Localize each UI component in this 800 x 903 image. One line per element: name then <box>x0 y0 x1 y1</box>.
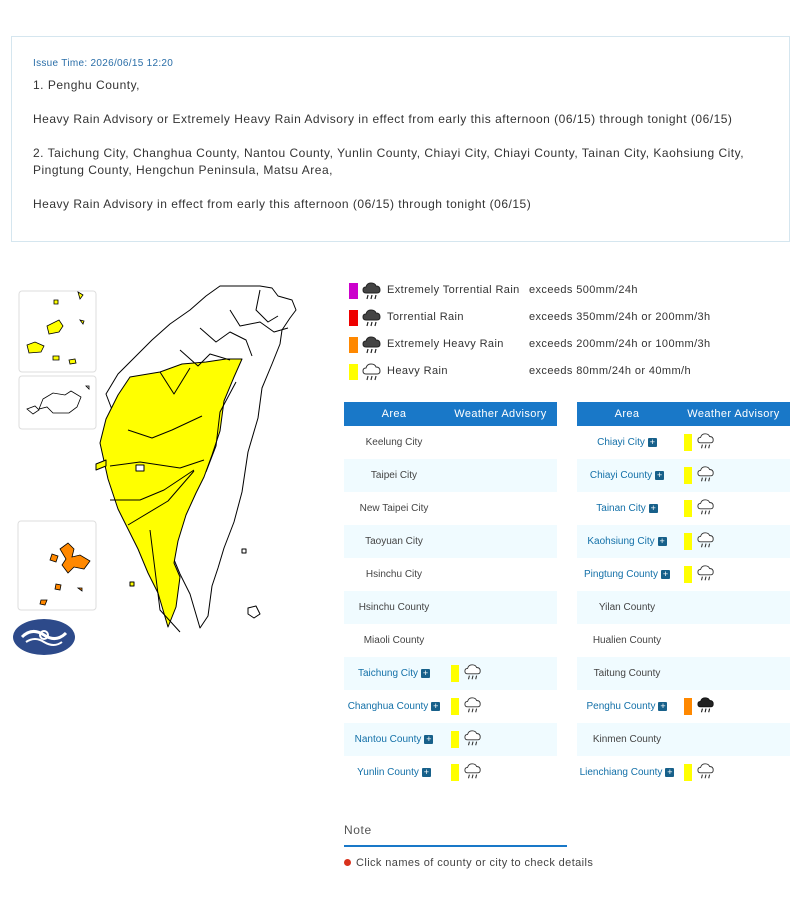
area-link[interactable]: Kaohsiung City <box>587 536 655 547</box>
area-cell[interactable] <box>577 558 677 591</box>
advisory-cell <box>677 756 790 789</box>
area-cell[interactable] <box>577 426 677 459</box>
taiwan-island <box>96 286 296 632</box>
advisory-cell <box>444 459 557 492</box>
legend-swatch <box>349 364 358 380</box>
legend-row <box>346 280 786 300</box>
table-row <box>344 723 557 756</box>
legend-name: Extremely Heavy Rain <box>387 338 504 350</box>
area-cell <box>344 591 444 624</box>
area-link[interactable]: Nantou County <box>354 734 422 745</box>
advisory-cell <box>677 459 790 492</box>
notice-line-3: 2. Taichung City, Changhua County, Nantou County, Yunlin County, Chiayi City, Chiayi County, Tainan City, Kaohsiung City, Pingtung County, Hengchun Peninsula, Matsu Area, <box>33 146 745 177</box>
advisory-cell <box>444 591 557 624</box>
cloud-rain-icon <box>697 498 715 519</box>
table-row <box>344 459 557 492</box>
area-cell[interactable] <box>577 756 677 789</box>
table-row <box>577 591 790 624</box>
advisory-cell <box>444 723 557 756</box>
area-link[interactable]: Penghu County <box>586 701 656 712</box>
advisory-swatch <box>451 764 459 781</box>
area-link[interactable]: Chiayi County <box>589 470 653 481</box>
advisory-swatch <box>684 467 692 484</box>
area-link[interactable]: Chiayi City <box>597 437 645 448</box>
legend-swatch <box>349 310 358 326</box>
advisory-cell <box>444 558 557 591</box>
area-cell <box>344 558 444 591</box>
note-title: Note <box>344 823 567 847</box>
area-label: Kinmen County <box>592 734 662 745</box>
plus-icon[interactable]: + <box>667 767 673 777</box>
cloud-rain-icon <box>464 663 482 684</box>
plus-icon[interactable]: + <box>650 503 656 513</box>
area-label: Miaoli County <box>363 635 425 646</box>
advisory-header: Weather Advisory <box>677 402 790 426</box>
area-cell[interactable] <box>577 492 677 525</box>
table-row <box>344 558 557 591</box>
advisory-cell <box>444 624 557 657</box>
area-cell <box>344 459 444 492</box>
map-svg <box>0 270 340 670</box>
area-label: Taitung County <box>593 668 661 679</box>
advisory-cell <box>444 426 557 459</box>
bullet-icon <box>344 859 351 866</box>
advisory-cell <box>444 525 557 558</box>
advisory-swatch <box>684 764 692 781</box>
table-row <box>344 624 557 657</box>
advisory-cell <box>677 690 790 723</box>
cloud-rain-icon <box>697 465 715 486</box>
legend-row <box>346 334 786 354</box>
cloud-rain-icon <box>697 432 715 453</box>
table-row <box>577 690 790 723</box>
advisory-cell <box>444 690 557 723</box>
area-cell[interactable] <box>577 525 677 558</box>
legend-desc: exceeds 80mm/24h or 40mm/h <box>529 365 692 377</box>
legend-row <box>346 307 786 327</box>
table-row <box>577 459 790 492</box>
plus-icon[interactable]: + <box>433 701 439 711</box>
table-row <box>344 657 557 690</box>
cloud-rain-icon <box>697 762 715 783</box>
area-cell[interactable] <box>344 690 444 723</box>
notice-line-1: 1. Penghu County, <box>33 78 141 92</box>
legend-desc: exceeds 350mm/24h or 200mm/3h <box>529 311 711 323</box>
area-label: Hualien County <box>592 635 662 646</box>
advisory-cell <box>677 723 790 756</box>
area-header: Area <box>344 402 444 426</box>
table-row <box>344 756 557 789</box>
legend-swatch <box>349 283 358 299</box>
table-row <box>577 492 790 525</box>
advisory-cell <box>677 624 790 657</box>
area-cell[interactable] <box>344 723 444 756</box>
note-section <box>344 823 594 869</box>
advisory-notice <box>11 36 790 242</box>
table-row <box>577 657 790 690</box>
advisory-cell <box>677 558 790 591</box>
advisory-table-right <box>577 402 790 789</box>
legend-desc: exceeds 200mm/24h or 100mm/3h <box>529 338 711 350</box>
dark-cloud-rain-icon <box>362 335 382 358</box>
area-label: Yilan County <box>598 602 656 613</box>
area-link[interactable]: Taichung City <box>357 668 419 679</box>
advisory-cell <box>444 756 557 789</box>
cloud-rain-icon <box>464 729 482 750</box>
advisory-cell <box>677 657 790 690</box>
area-cell <box>344 492 444 525</box>
advisory-cell <box>677 426 790 459</box>
area-cell <box>577 723 677 756</box>
legend-name: Heavy Rain <box>387 365 448 377</box>
area-label: Hsinchu County <box>358 602 430 613</box>
plus-icon[interactable]: + <box>423 767 429 777</box>
cloud-rain-icon <box>464 762 482 783</box>
table-row <box>577 624 790 657</box>
table-row <box>344 690 557 723</box>
plus-icon[interactable]: + <box>659 536 665 546</box>
area-label: Keelung City <box>365 437 423 448</box>
plus-icon[interactable]: + <box>649 437 656 447</box>
area-header: Area <box>577 402 677 426</box>
taiwan-map[interactable] <box>0 270 340 670</box>
dark-cloud-rain-icon <box>697 696 715 717</box>
note-item <box>344 857 604 869</box>
area-label: Taipei City <box>370 470 418 481</box>
table-row <box>344 591 557 624</box>
issue-time: Issue Time: 2026/06/15 12:20 <box>33 58 174 69</box>
area-cell[interactable] <box>577 459 677 492</box>
advisory-cell <box>677 591 790 624</box>
notice-line-4: Heavy Rain Advisory in effect from early this afternoon (06/15) through tonight (06/15) <box>33 197 532 211</box>
area-cell[interactable] <box>344 756 444 789</box>
advisory-cell <box>677 525 790 558</box>
table-row <box>344 525 557 558</box>
area-cell <box>577 624 677 657</box>
advisory-swatch <box>684 566 692 583</box>
legend-row <box>346 361 786 381</box>
cloud-rain-icon <box>464 696 482 717</box>
plus-icon[interactable]: + <box>660 701 666 711</box>
advisory-cell <box>444 492 557 525</box>
advisory-cell <box>677 492 790 525</box>
legend-swatch <box>349 337 358 353</box>
area-cell <box>344 426 444 459</box>
area-link[interactable]: Pingtung County <box>584 569 658 580</box>
area-label: New Taipei City <box>359 503 429 514</box>
legend-desc: exceeds 500mm/24h <box>529 284 638 296</box>
notice-line-2: Heavy Rain Advisory or Extremely Heavy Rain Advisory in effect from early this afternoon (06/15) through tonight (06/15) <box>33 112 733 126</box>
plus-icon[interactable]: + <box>656 470 663 480</box>
area-cell <box>577 591 677 624</box>
advisory-swatch <box>451 731 459 748</box>
area-cell <box>344 624 444 657</box>
legend-name: Torrential Rain <box>387 311 464 323</box>
area-link[interactable]: Tainan City <box>596 503 646 514</box>
advisory-swatch <box>684 500 692 517</box>
cwa-logo[interactable] <box>13 619 75 655</box>
table-row <box>577 558 790 591</box>
area-label: Hsinchu City <box>365 569 423 580</box>
area-cell <box>577 657 677 690</box>
advisory-swatch <box>684 434 692 451</box>
plus-icon[interactable]: + <box>422 668 429 678</box>
advisory-swatch <box>451 665 459 682</box>
table-row <box>344 426 557 459</box>
dark-cloud-rain-icon <box>362 308 382 331</box>
area-cell[interactable] <box>344 657 444 690</box>
cloud-rain-icon <box>362 362 382 385</box>
advisory-swatch <box>684 533 692 550</box>
table-row <box>344 492 557 525</box>
cloud-rain-icon <box>697 564 715 585</box>
area-label: Taoyuan City <box>365 536 423 547</box>
dark-cloud-rain-icon <box>362 281 382 304</box>
table-row <box>577 723 790 756</box>
area-link[interactable]: Lienchiang County <box>579 767 663 778</box>
area-cell <box>344 525 444 558</box>
advisory-cell <box>444 657 557 690</box>
plus-icon[interactable]: + <box>426 734 432 744</box>
cloud-rain-icon <box>697 531 715 552</box>
advisory-swatch <box>684 698 692 715</box>
area-link[interactable]: Yunlin County <box>357 767 419 778</box>
table-row <box>577 525 790 558</box>
table-row <box>577 426 790 459</box>
plus-icon[interactable]: + <box>662 569 669 579</box>
area-cell[interactable] <box>577 690 677 723</box>
advisory-swatch <box>451 698 459 715</box>
area-link[interactable]: Changhua County <box>347 701 429 712</box>
advisory-header: Weather Advisory <box>444 402 557 426</box>
advisory-table-left <box>344 402 557 789</box>
table-row <box>577 756 790 789</box>
legend-name: Extremely Torrential Rain <box>387 284 520 296</box>
note-text: Click names of county or city to check details <box>356 857 594 869</box>
